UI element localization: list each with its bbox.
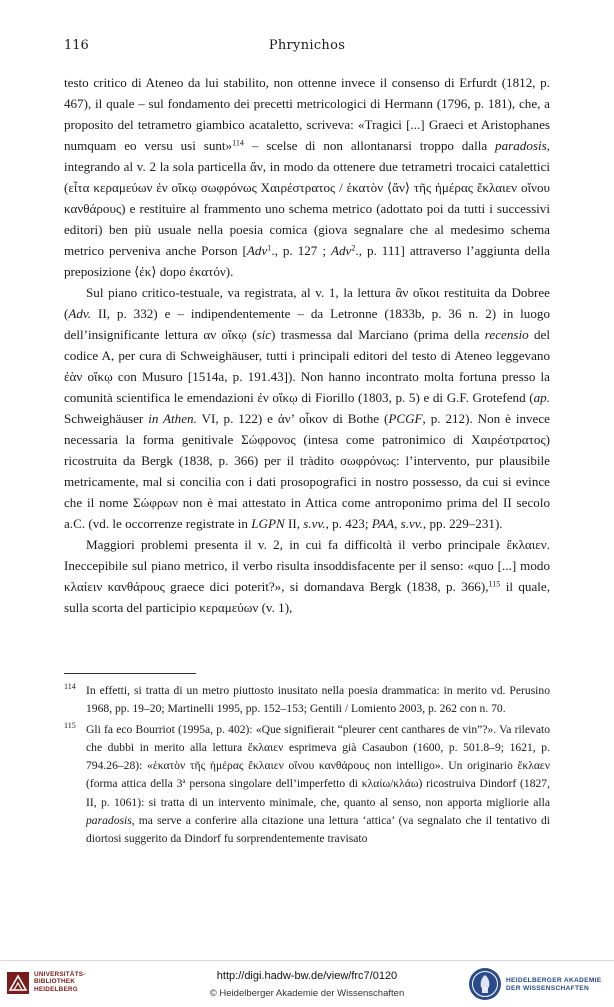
text-run: II, p. 332) e – indipendentemente – da Letronne (1833b, p. 36 n. 2) in luogo dell’insignificante lettura αν οἴκῳ ( xyxy=(64,306,550,342)
text-run-italic: Adv xyxy=(331,243,352,258)
text-run-italic: Adv. xyxy=(68,306,92,321)
logo-line: UNIVERSITÄTS- xyxy=(34,971,86,978)
logo-line: HEIDELBERG xyxy=(34,985,78,993)
text-run-italic: ap. xyxy=(533,390,550,405)
text-run: II, xyxy=(284,516,304,531)
footnote-text: In effetti, si tratta di un metro piuttosto inusitato nella poesia drammatica: in merito vd. Perusino 1968, pp. 19–20; Martinelli 1995, pp. 152–153; Gentili / Lomiento 2003, p. 262 con n. 70. xyxy=(86,684,550,716)
footnote-115 xyxy=(64,721,550,849)
text-run-italic: s.vv. xyxy=(400,516,423,531)
text-run: del codice A, per cura di Schweighäuser, tutti i principali editori del testo di Ateneo leggevano ἐὰν οἴκῳ con Musuro [1514a, p. 191.43]). Non hanno incontrato molta fortuna presso la comunità scientifica le emendazioni ἐν οἴκῳ di Fiorillo (1803, p. 5) e di G.F. Grotefend ( xyxy=(64,327,551,405)
text-run-italic: PAA xyxy=(371,516,395,531)
footnote-divider xyxy=(64,673,196,674)
text-run: , p. 212). Non è invece necessaria la forma genitivale Σώφρονος (intesa come patronimico di Χαιρέστρατος) ricostruita da Bergk (1838, p. 366) per il tràdito σωφρόνως: l’intervento, pur plausibile metricamente, mal si concilia con i dati prosopografici in nostro possesso, da cui si evince che il nome Σώφρων non è mai attestato in Attica come antroponimo prima del II secolo a.C. (vd. le occorrenze registrate in xyxy=(64,411,550,531)
text-run-italic: s.vv. xyxy=(303,516,326,531)
text-run-italic: sic xyxy=(256,327,272,342)
footnote-text: Gli fa eco Bourriot (1995a, p. 402): «Que signifierait “pleurer cent canthares de vin”?». Va rilevato che dubbi in merito alla lettura ἔκλαιεν esprimeva già Casaubon (1600, p. 501.8–9; 1621, p. 794.26–28): «ἑκατὸν τῆς ἡμέρας ἔκλαιεν οἴνου κανθάρους non intelligo». Un originario ἔκλαεν (forma attica della 3 xyxy=(86,722,550,791)
footnote-ref-115[interactable]: 115 xyxy=(488,579,501,589)
text-run: ., p. 111] attraverso l’aggiunta della preposizione ⟨ἐκ⟩ dopo ἑκατόν). xyxy=(64,243,550,279)
text-run-italic: PCGF xyxy=(388,411,423,426)
text-run: , xyxy=(394,516,401,531)
paragraph-2 xyxy=(64,282,550,534)
running-header xyxy=(64,38,550,58)
page-number: 116 xyxy=(64,38,89,53)
paragraph-1 xyxy=(64,72,550,282)
text-run-italic: LGPN xyxy=(251,516,285,531)
text-run: , integrando al v. 2 la sola particella ἄν, in modo da ottenere due tetrametri trocaici catalettici (εἶτα κεραμεύων ἐν οἴκῳ σωφρόνως Χαιρέστρατος / ἑκατὸν ⟨ἄν⟩ τῆς ἡμέρας ἔκλαιεν οἴνου κανθάρους) e restituire al frammento uno schema metrico (adottato poi da tutti i successivi editori) ben più usuale nella poesia comica (giova segnalare che al medesimo schema metrico perveniva anche Porson [ xyxy=(64,138,550,258)
logo-line: HEIDELBERGER AKADEMIE xyxy=(506,977,602,984)
superscript: a xyxy=(182,777,186,786)
footnote-number: 115 xyxy=(64,720,76,730)
academy-seal-icon xyxy=(468,967,502,1001)
text-run: Schweighäuser xyxy=(64,411,149,426)
superscript: 1 xyxy=(267,243,272,253)
footnote-text: persona singolare dell’imperfetto di κλαίω/κλάω) ricostruiva Dindorf (1827, II, p. 1061): si tratta di un intervento minimale, che, quanto al senso, non apporta migliorie alla xyxy=(86,777,550,809)
text-run: ) trasmessa dal Marciano (prima della xyxy=(271,327,485,342)
academy-logo[interactable] xyxy=(468,967,608,1001)
text-run: , pp. 229–231). xyxy=(422,516,503,531)
text-run: , p. 423; xyxy=(325,516,372,531)
footnote-number: 114 xyxy=(64,682,76,691)
footnote-text: , ma serve a conferire alla citazione una lettura ‘attica’ (va segnalato che il tentativo di diortosi suggerito da Dindorf fu sorprendentemente travisato xyxy=(86,814,550,846)
copyright-notice: © Heidelberger Akademie der Wissenschaften xyxy=(209,988,405,999)
text-run-italic: paradosis xyxy=(495,138,547,153)
text-run: ., p. 127 ; xyxy=(271,243,331,258)
logo-line: DER WISSENSCHAFTEN xyxy=(506,985,590,992)
main-text xyxy=(64,72,550,618)
footnote-114 xyxy=(64,682,550,719)
text-run-italic: in Athen. xyxy=(148,411,197,426)
running-title: Phrynichos xyxy=(268,38,346,53)
text-run: il quale, sulla scorta del participio κεραμεύων (v. 1), xyxy=(64,579,551,615)
footnote-ref-114[interactable]: 114 xyxy=(232,138,244,148)
superscript: 2 xyxy=(351,243,356,253)
viewer-footer xyxy=(0,960,614,1007)
footnote-text-italic: paradosis xyxy=(86,814,132,828)
text-run: VI, p. 122) e ἀν’ οἶκον di Bothe ( xyxy=(196,411,389,426)
paragraph-3 xyxy=(64,534,550,618)
text-run-italic: Adv xyxy=(246,243,268,258)
text-run: testo critico di Ateneo da lui stabilito, non ottenne invece il consenso di Erfurdt (1812, p. 467), il quale – sul fondamento dei precetti metricologici di Hermann (1796, p. 181), che, a proposito del tetrametro giambico acataletto, scriveva: «Tragici [...] Graeci et Aristophanes numquam eo versu usi sunt» xyxy=(64,75,550,153)
text-run: Maggiori problemi presenta il v. 2, in cui fa difficoltà il verbo principale ἔκλαιεν. Ineccepibile sul piano metrico, il verbo risulta insoddisfacente per il senso: «quo [...] modo κλαίειν κανθάρους graece dici poterit?», si domandava Bergk (1838, p. 366), xyxy=(64,537,550,594)
text-run: – scelse di non allontanarsi troppo dalla xyxy=(243,138,496,153)
text-run: Sul piano critico-testuale, va registrata, al v. 1, la lettura ἂν οἴκοι restituita da Dobree ( xyxy=(64,285,550,321)
footnotes xyxy=(64,682,550,851)
text-run-italic: recensio xyxy=(484,327,529,342)
logo-line: BIBLIOTHEK xyxy=(34,978,76,986)
permalink-url[interactable]: http://digi.hadw-bw.de/view/frc7/0120 xyxy=(216,970,398,982)
